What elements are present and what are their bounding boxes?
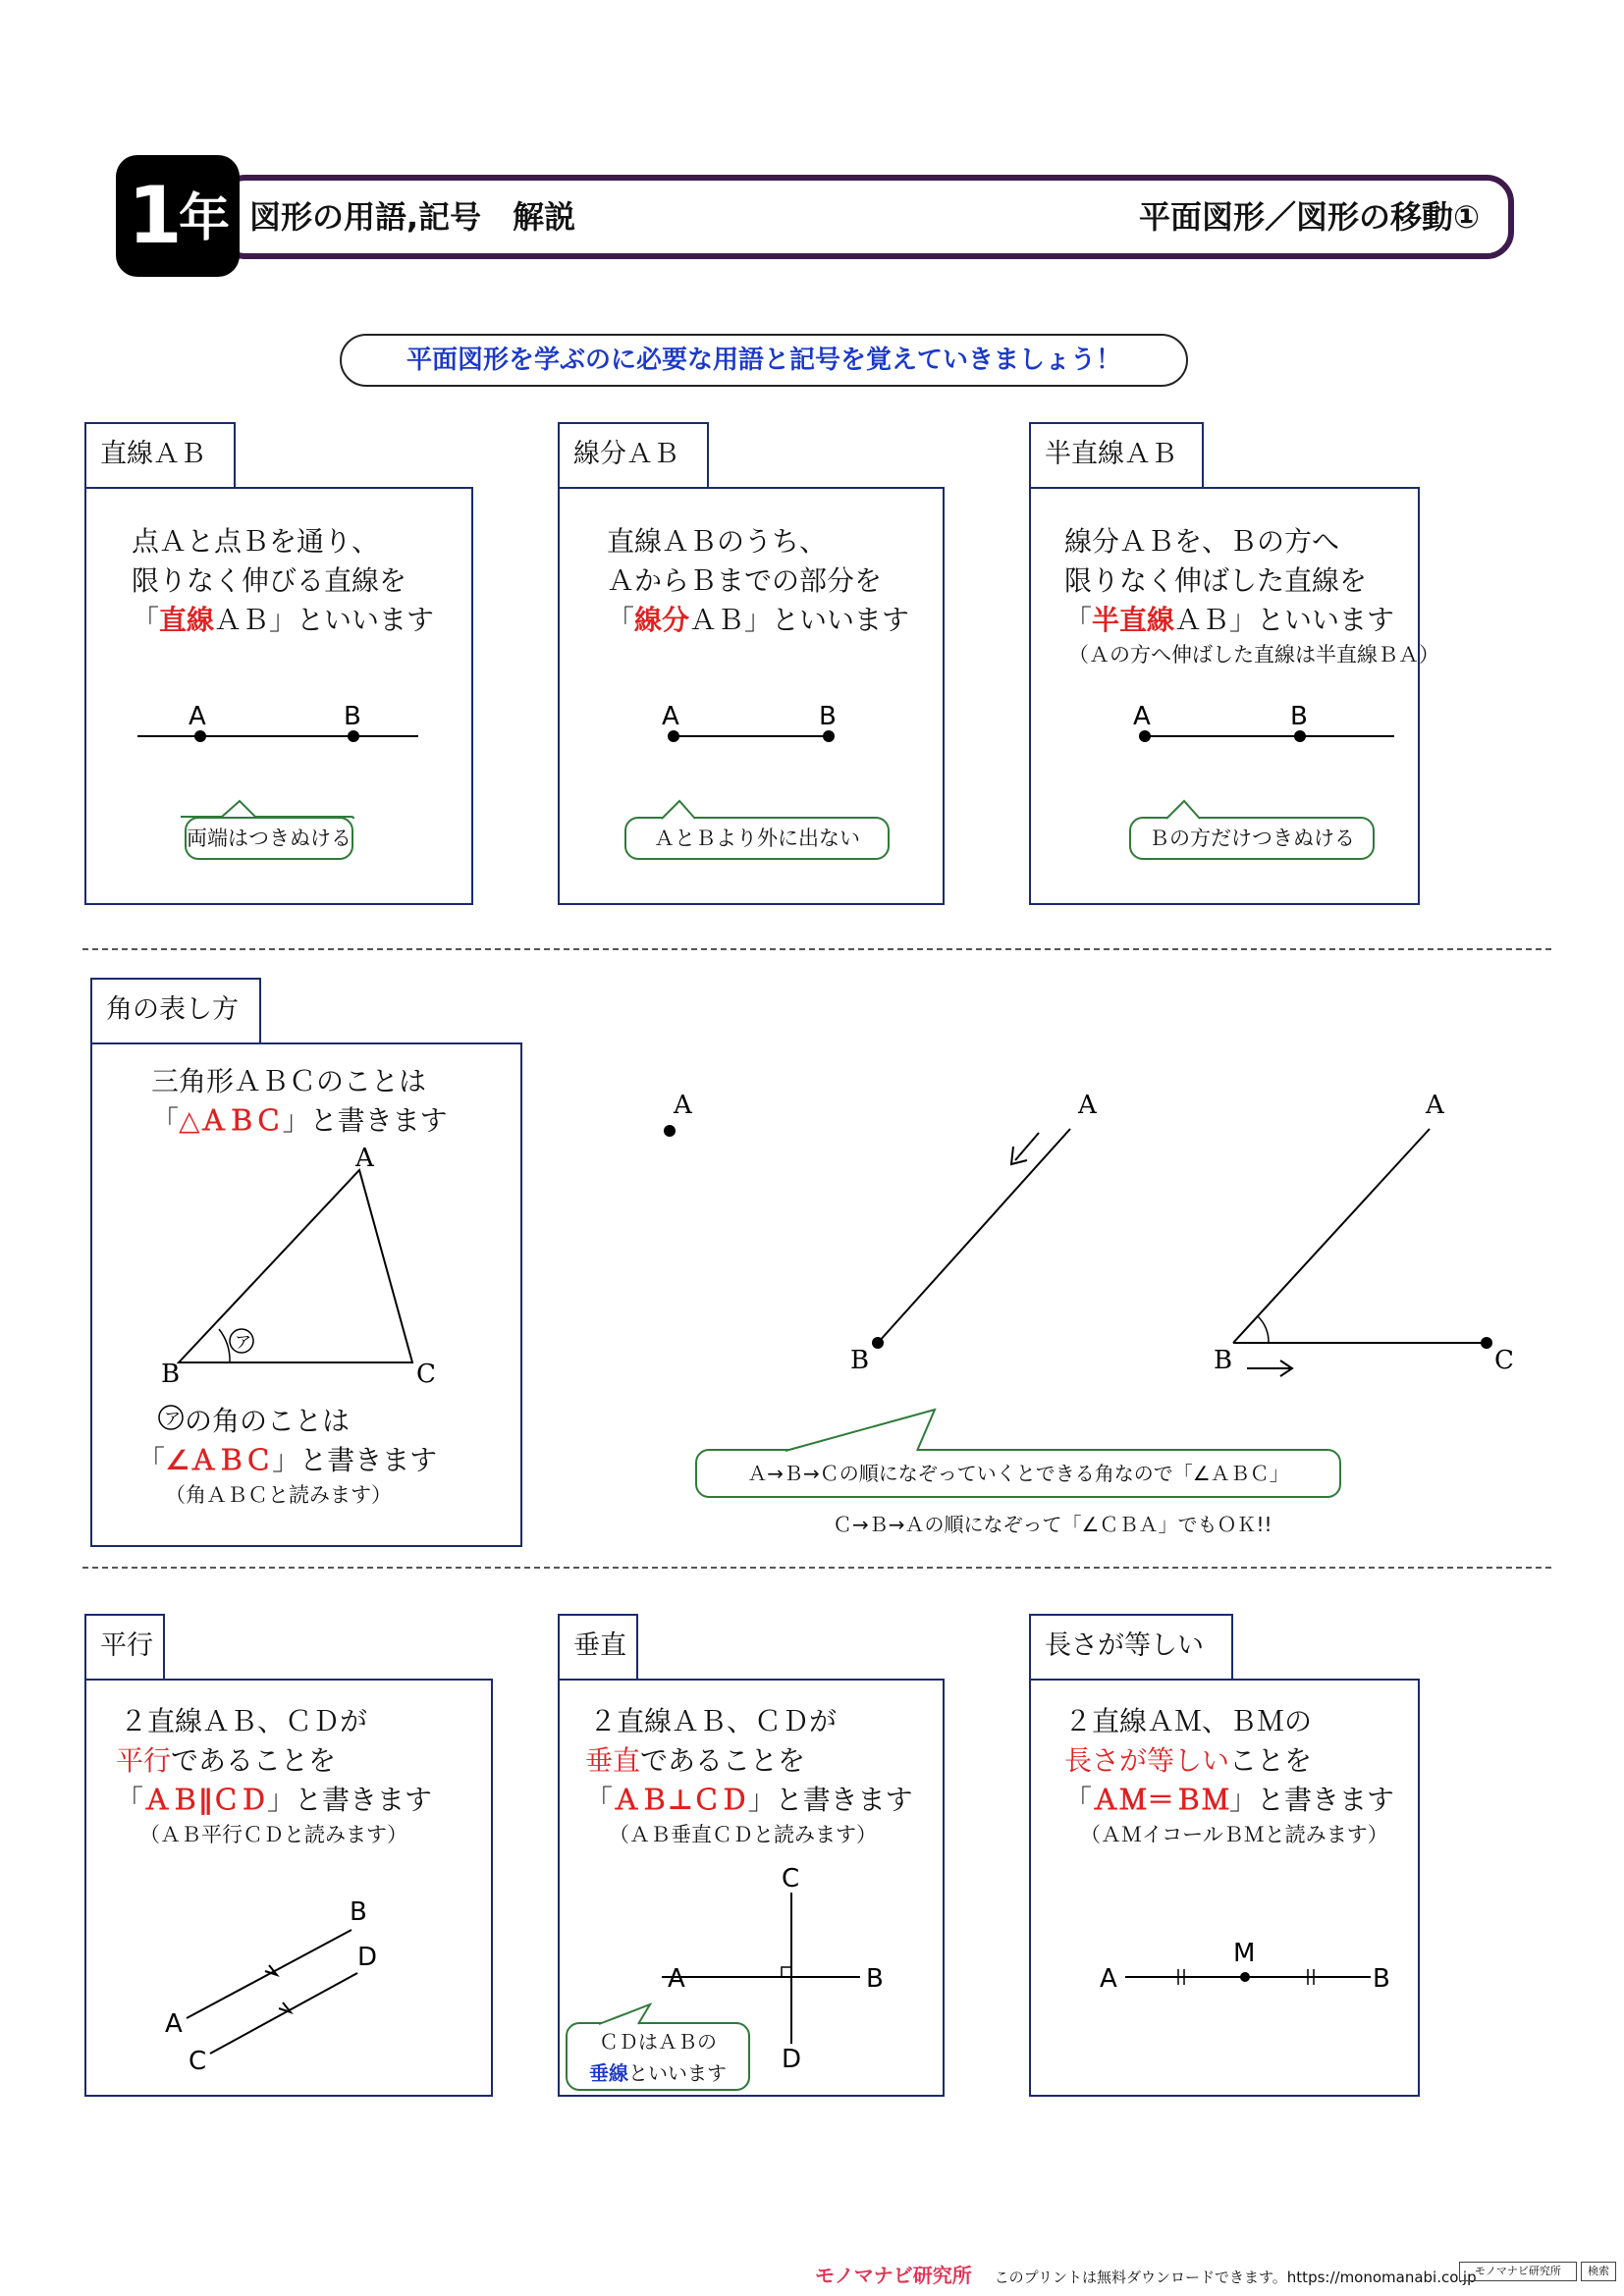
line-text-2: 限りなく伸びる直線を	[132, 564, 407, 597]
grade-suffix: 年	[179, 189, 231, 248]
box-perpendicular	[558, 1679, 945, 2097]
angle-mark-label: ア	[235, 1333, 251, 1353]
tab-line: 直線ＡＢ	[84, 422, 236, 487]
footer-logo: モノマナビ研究所	[815, 2264, 972, 2287]
tab-equal: 長さが等しい	[1029, 1614, 1233, 1679]
segment-label-a: A	[662, 702, 679, 731]
intro-banner: 平面図形を学ぶのに必要な用語と記号を覚えていきましょう！	[340, 334, 1188, 387]
tab-segment: 線分ＡＢ	[558, 422, 709, 487]
perp-bubble: ＣＤはＡＢの 垂線といいます	[566, 2022, 750, 2091]
perp-text-4: （ＡＢ垂直ＣＤと読みます）	[609, 1823, 877, 1846]
ray-text-2: 限りなく伸ばした直線を	[1064, 564, 1368, 597]
perp-text-1: ２直線ＡＢ、ＣＤが	[589, 1705, 838, 1737]
triangle-label-c: C	[416, 1360, 436, 1389]
equal-label-b: B	[1373, 1964, 1390, 1994]
parallel-text-2: 平行であることを	[116, 1744, 337, 1777]
parallel-diagram	[86, 1681, 495, 2099]
tab-ray: 半直線ＡＢ	[1029, 422, 1204, 487]
perp-text-2: 垂直であることを	[585, 1744, 806, 1777]
angle-text-1: 三角形ＡＢＣのことは	[151, 1065, 427, 1097]
segment-bubble: ＡとＢより外に出ない	[624, 817, 890, 860]
step1-label-a: A	[674, 1091, 692, 1120]
perp-label-d: D	[782, 2045, 802, 2074]
equal-diagram	[1031, 1681, 1422, 2099]
segment-label-b: B	[819, 702, 837, 731]
step3-label-a: A	[1426, 1091, 1444, 1120]
parallel-label-d: D	[357, 1943, 378, 1972]
segment-text-2: ＡからＢまでの部分を	[607, 564, 883, 597]
line-bubble: 両端はつきぬける	[185, 817, 353, 860]
grade-number: 1	[128, 170, 183, 261]
angle-text-5: （角ＡＢＣと読みます）	[165, 1483, 392, 1507]
tab-angle: 角の表し方	[90, 978, 261, 1042]
equal-label-a: A	[1100, 1964, 1117, 1994]
perp-text-3: 「ＡＢ⊥ＣＤ」と書きます	[585, 1784, 913, 1816]
angle-text-4: 「∠ＡＢＣ」と書きます	[137, 1444, 438, 1476]
step2-label-a: A	[1078, 1091, 1097, 1120]
footer-search-button: 検索	[1581, 2262, 1616, 2281]
parallel-text-3: 「ＡＢ∥ＣＤ」と書きます	[116, 1784, 433, 1816]
unit-title: 平面図形／図形の移動①	[1139, 198, 1481, 236]
ray-label-b: B	[1290, 702, 1308, 731]
segment-text-3: 「線分ＡＢ」といいます	[607, 604, 910, 636]
ray-bubble: Ｂの方だけつきぬける	[1129, 817, 1375, 860]
tab-parallel: 平行	[84, 1614, 165, 1679]
ray-text-3: 「半直線ＡＢ」といいます	[1064, 604, 1395, 636]
parallel-label-b: B	[350, 1897, 367, 1927]
angle-note: Ｃ→Ｂ→Ａの順になぞって「∠ＣＢＡ」でもＯＫ!!	[833, 1513, 1272, 1536]
equal-text-3: 「ＡＭ＝ＢＭ」と書きます	[1064, 1784, 1395, 1816]
triangle-label-b: B	[161, 1360, 181, 1389]
line-label-b: B	[344, 702, 361, 731]
line-label-a: A	[189, 702, 206, 731]
step2-label-b: B	[850, 1346, 870, 1375]
svg-text:ア: ア	[164, 1410, 181, 1429]
perp-label-b: B	[866, 1964, 884, 1994]
footer-search-box: モノマナビ研究所	[1459, 2262, 1577, 2281]
box-parallel	[84, 1679, 493, 2097]
angle-text-3: の角のことは	[185, 1405, 351, 1437]
divider-2	[82, 1567, 1551, 1569]
step3-label-c: C	[1494, 1346, 1514, 1375]
equal-text-2: 長さが等しいことを	[1064, 1744, 1313, 1777]
tab-perpendicular: 垂直	[558, 1614, 638, 1679]
triangle-label-a: A	[355, 1144, 374, 1173]
ray-note: （Ａの方へ伸ばした直線は半直線ＢＡ）	[1068, 643, 1439, 667]
equal-label-m: M	[1233, 1939, 1256, 1968]
parallel-label-c: C	[189, 2047, 207, 2076]
step3-label-b: B	[1214, 1346, 1233, 1375]
segment-text-1: 直線ＡＢのうち、	[607, 525, 828, 558]
angle-bubble: Ａ→Ｂ→Ｃの順になぞっていくとできる角なので「∠ＡＢＣ」	[695, 1449, 1341, 1498]
equal-text-1: ２直線ＡＭ、ＢＭの	[1064, 1705, 1313, 1737]
page-title: 図形の用語,記号 解説	[249, 198, 576, 236]
angle-text-2: 「△ＡＢＣ」と書きます	[151, 1104, 448, 1137]
line-text-3: 「直線ＡＢ」といいます	[132, 604, 435, 636]
line-text-1: 点Ａと点Ｂを通り、	[132, 525, 380, 558]
ray-label-a: A	[1133, 702, 1151, 731]
perp-label-a: A	[668, 1964, 685, 1994]
equal-text-4: （ＡＭイコールＢＭと読みます）	[1080, 1823, 1388, 1846]
box-equal	[1029, 1679, 1420, 2097]
parallel-label-a: A	[165, 2009, 183, 2039]
parallel-text-4: （ＡＢ平行ＣＤと読みます）	[139, 1823, 407, 1846]
parallel-text-1: ２直線ＡＢ、ＣＤが	[120, 1705, 368, 1737]
footer-text: このプリントは無料ダウンロードできます。https://monomanabi.co.jp	[994, 2269, 1477, 2286]
footer	[815, 2260, 1477, 2288]
perp-label-c: C	[782, 1864, 800, 1894]
ray-text-1: 線分ＡＢを、Ｂの方へ	[1064, 525, 1340, 558]
